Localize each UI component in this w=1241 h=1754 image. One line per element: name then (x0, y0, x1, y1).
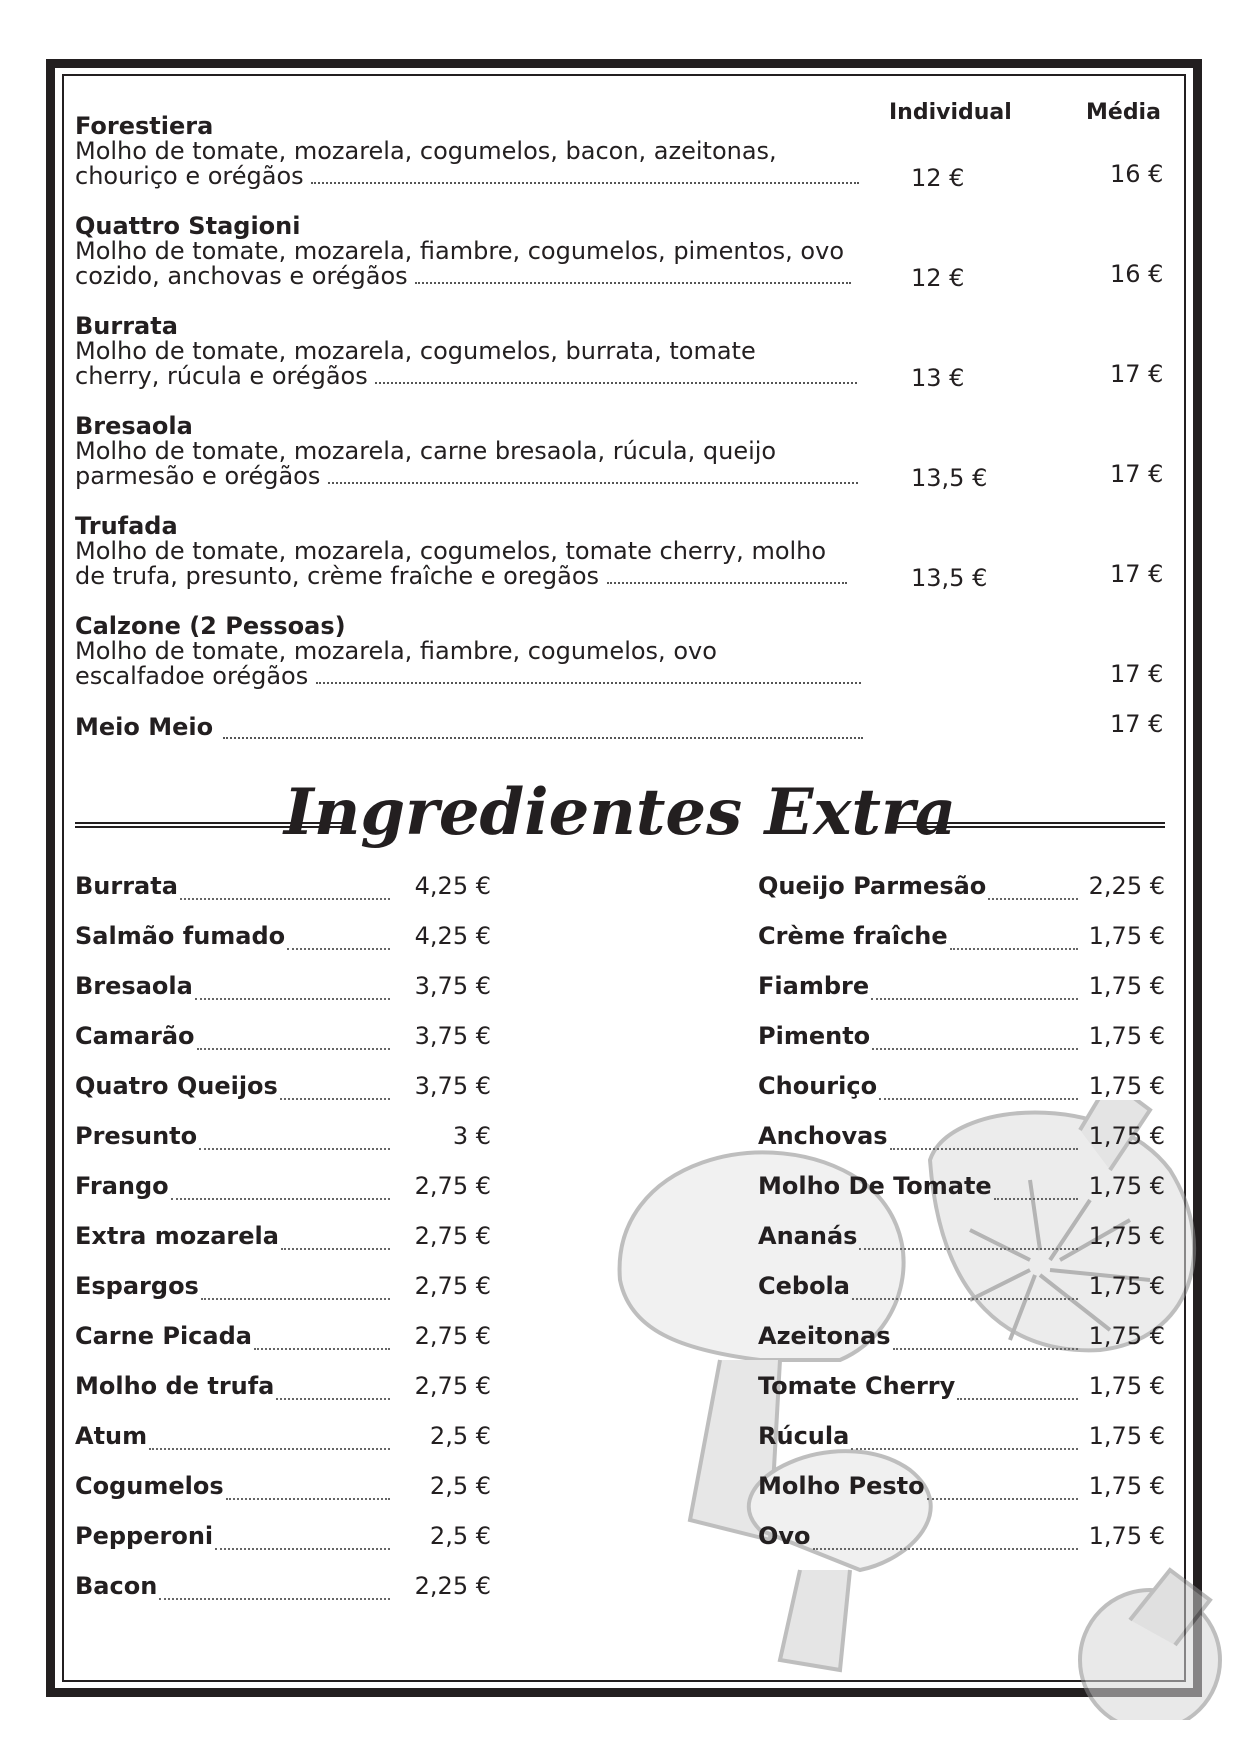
price-individual: 13,5 € (911, 464, 988, 492)
price-media: 17 € (1110, 360, 1164, 388)
ingredient-name: Ovo (758, 1522, 811, 1550)
dot-leader (851, 1448, 1078, 1450)
extra-ingredient-item (75, 1572, 491, 1606)
dot-leader (852, 1298, 1078, 1300)
dot-leader (280, 1098, 390, 1100)
extra-ingredient-item (758, 1322, 1165, 1356)
title-rule-right (887, 822, 1165, 828)
ingredient-name: Pepperoni (75, 1522, 214, 1550)
dot-leader (159, 1598, 390, 1600)
dot-leader (950, 948, 1078, 950)
pizza-name: Calzone (2 Pessoas) (75, 612, 346, 640)
pizza-name: Burrata (75, 312, 178, 340)
ingredient-price: 1,75 € (1088, 1322, 1165, 1350)
dot-leader (199, 1148, 390, 1150)
pizza-item-meio-meio (75, 710, 1165, 741)
ingredient-name: Carne Picada (75, 1322, 252, 1350)
price-media: 16 € (1110, 160, 1164, 188)
ingredient-name: Bacon (75, 1572, 158, 1600)
extra-ingredient-item (758, 1522, 1165, 1556)
price-media: 17 € (1110, 660, 1164, 688)
dot-leader (872, 1048, 1078, 1050)
pizza-description: Molho de tomate, mozarela, fiambre, cogumelos, ovo escalfadoe orégãos (75, 639, 875, 689)
ingredient-name: Atum (75, 1422, 148, 1450)
dot-leader (223, 737, 863, 739)
extra-ingredient-item (75, 1272, 491, 1306)
extra-ingredient-item (758, 1072, 1165, 1106)
dot-leader (276, 1398, 390, 1400)
ingredient-price: 1,75 € (1088, 1022, 1165, 1050)
extra-ingredient-item (75, 1472, 491, 1506)
ingredient-price: 4,25 € (414, 872, 491, 900)
extra-ingredient-item (758, 872, 1165, 906)
dot-leader (254, 1348, 390, 1350)
dot-leader (287, 948, 390, 950)
ingredient-price: 1,75 € (1088, 1522, 1165, 1550)
extra-ingredient-item (758, 1472, 1165, 1506)
ingredient-price: 2,5 € (429, 1472, 491, 1500)
ingredient-price: 1,75 € (1088, 1072, 1165, 1100)
dot-leader (180, 898, 390, 900)
ingredient-name: Crème fraîche (758, 922, 948, 950)
dot-leader (859, 1248, 1078, 1250)
ingredient-name: Bresaola (75, 972, 193, 1000)
ingredient-name: Fiambre (758, 972, 870, 1000)
pizza-description: Molho de tomate, mozarela, cogumelos, burrata, tomate cherry, rúcula e orégãos (75, 339, 875, 389)
ingredient-name: Anchovas (758, 1122, 888, 1150)
price-individual: 12 € (911, 164, 965, 192)
dot-leader (195, 998, 390, 1000)
ingredient-name: Azeitonas (758, 1322, 891, 1350)
ingredient-price: 1,75 € (1088, 1222, 1165, 1250)
price-individual: 13,5 € (911, 564, 988, 592)
ingredient-price: 2,75 € (414, 1172, 491, 1200)
ingredient-name: Quatro Queijos (75, 1072, 278, 1100)
dot-leader (957, 1398, 1078, 1400)
dot-leader (890, 1148, 1078, 1150)
ingredient-name: Cogumelos (75, 1472, 224, 1500)
pizza-name: Trufada (75, 512, 178, 540)
pizza-name: Bresaola (75, 412, 193, 440)
ingredient-name: Molho Pesto (758, 1472, 925, 1500)
dot-leader (149, 1448, 390, 1450)
ingredient-price: 2,75 € (414, 1272, 491, 1300)
extra-ingredient-item (75, 1422, 491, 1456)
ingredient-price: 1,75 € (1088, 972, 1165, 1000)
dot-leader (988, 898, 1078, 900)
ingredient-name: Rúcula (758, 1422, 850, 1450)
ingredient-name: Cebola (758, 1272, 850, 1300)
ingredient-price: 3 € (452, 1122, 491, 1150)
extra-ingredient-item (75, 972, 491, 1006)
ingredient-price: 4,25 € (414, 922, 491, 950)
price-media: 17 € (1110, 560, 1164, 588)
ingredient-name: Extra mozarela (75, 1222, 279, 1250)
pizza-item (75, 212, 1165, 292)
ingredient-price: 1,75 € (1088, 1372, 1165, 1400)
dot-leader (893, 1348, 1078, 1350)
extras-title: Ingredientes Extra (283, 775, 957, 850)
extra-ingredient-item (758, 1022, 1165, 1056)
ingredient-price: 1,75 € (1088, 1472, 1165, 1500)
extra-ingredient-item (75, 922, 491, 956)
ingredient-name: Salmão fumado (75, 922, 286, 950)
dot-leader (226, 1498, 390, 1500)
price-individual: 12 € (911, 264, 965, 292)
ingredient-name: Espargos (75, 1272, 199, 1300)
ingredient-name: Frango (75, 1172, 169, 1200)
extra-ingredient-item (758, 922, 1165, 956)
dot-leader (813, 1548, 1078, 1550)
pizza-description: Molho de tomate, mozarela, carne bresaola, rúcula, queijo parmesão e orégãos (75, 439, 875, 489)
dot-leader (871, 998, 1078, 1000)
ingredient-price: 2,75 € (414, 1222, 491, 1250)
extra-ingredient-item (758, 1372, 1165, 1406)
ingredient-name: Tomate Cherry (758, 1372, 956, 1400)
pizza-item (75, 412, 1165, 492)
pizza-item (75, 312, 1165, 392)
ingredient-price: 2,75 € (414, 1372, 491, 1400)
price-media: 17 € (1110, 710, 1164, 738)
extra-ingredient-item (75, 1022, 491, 1056)
ingredient-name: Molho De Tomate (758, 1172, 992, 1200)
dot-leader (197, 1048, 390, 1050)
extra-ingredient-item (75, 1072, 491, 1106)
ingredient-price: 3,75 € (414, 1072, 491, 1100)
extra-ingredient-item (75, 1172, 491, 1206)
ingredient-name: Pimento (758, 1022, 871, 1050)
pizza-item (75, 614, 1165, 689)
extra-ingredient-item (758, 1172, 1165, 1206)
column-header-individual: Individual (889, 100, 1012, 125)
extra-ingredient-item (75, 1222, 491, 1256)
ingredient-name: Burrata (75, 872, 178, 900)
ingredient-price: 2,5 € (429, 1522, 491, 1550)
dot-leader (879, 1098, 1078, 1100)
extra-ingredient-item (75, 872, 491, 906)
ingredient-price: 3,75 € (414, 972, 491, 1000)
dot-leader (994, 1198, 1078, 1200)
price-individual: 13 € (911, 364, 965, 392)
pizza-name: Forestiera (75, 112, 214, 140)
price-media: 17 € (1110, 460, 1164, 488)
extra-ingredient-item (758, 972, 1165, 1006)
ingredient-price: 2,25 € (1088, 872, 1165, 900)
pizza-item (75, 512, 1165, 592)
extra-ingredient-item (758, 1222, 1165, 1256)
ingredient-name: Queijo Parmesão (758, 872, 987, 900)
pizza-name: Quattro Stagioni (75, 212, 301, 240)
extra-ingredient-item (75, 1372, 491, 1406)
extra-ingredient-item (75, 1522, 491, 1556)
pizza-description: Molho de tomate, mozarela, cogumelos, bacon, azeitonas, chouriço e orégãos (75, 139, 875, 189)
ingredient-name: Presunto (75, 1122, 198, 1150)
ingredient-price: 1,75 € (1088, 1172, 1165, 1200)
extra-ingredient-item (75, 1122, 491, 1156)
ingredient-price: 3,75 € (414, 1022, 491, 1050)
extra-ingredient-item (758, 1272, 1165, 1306)
ingredient-price: 2,5 € (429, 1422, 491, 1450)
column-header-media: Média (1086, 100, 1161, 125)
dot-leader (281, 1248, 390, 1250)
pizza-name: Meio Meio (75, 713, 214, 741)
ingredient-name: Chouriço (758, 1072, 878, 1100)
ingredient-price: 1,75 € (1088, 922, 1165, 950)
ingredient-name: Ananás (758, 1222, 858, 1250)
dot-leader (171, 1198, 390, 1200)
price-media: 16 € (1110, 260, 1164, 288)
extra-ingredient-item (758, 1122, 1165, 1156)
ingredient-price: 2,25 € (414, 1572, 491, 1600)
pizza-description: Molho de tomate, mozarela, fiambre, cogumelos, pimentos, ovo cozido, anchovas e orégãos (75, 239, 895, 289)
ingredient-name: Molho de trufa (75, 1372, 275, 1400)
ingredient-name: Camarão (75, 1022, 195, 1050)
ingredient-price: 2,75 € (414, 1322, 491, 1350)
extras-section-header (75, 775, 1165, 865)
dot-leader (215, 1548, 390, 1550)
dot-leader (927, 1498, 1078, 1500)
ingredient-price: 1,75 € (1088, 1272, 1165, 1300)
ingredient-price: 1,75 € (1088, 1422, 1165, 1450)
pizza-description: Molho de tomate, mozarela, cogumelos, tomate cherry, molho de trufa, presunto, crème fraîche e oregãos (75, 539, 875, 589)
dot-leader (201, 1298, 390, 1300)
ingredient-price: 1,75 € (1088, 1122, 1165, 1150)
extra-ingredient-item (75, 1322, 491, 1356)
extra-ingredient-item (758, 1422, 1165, 1456)
